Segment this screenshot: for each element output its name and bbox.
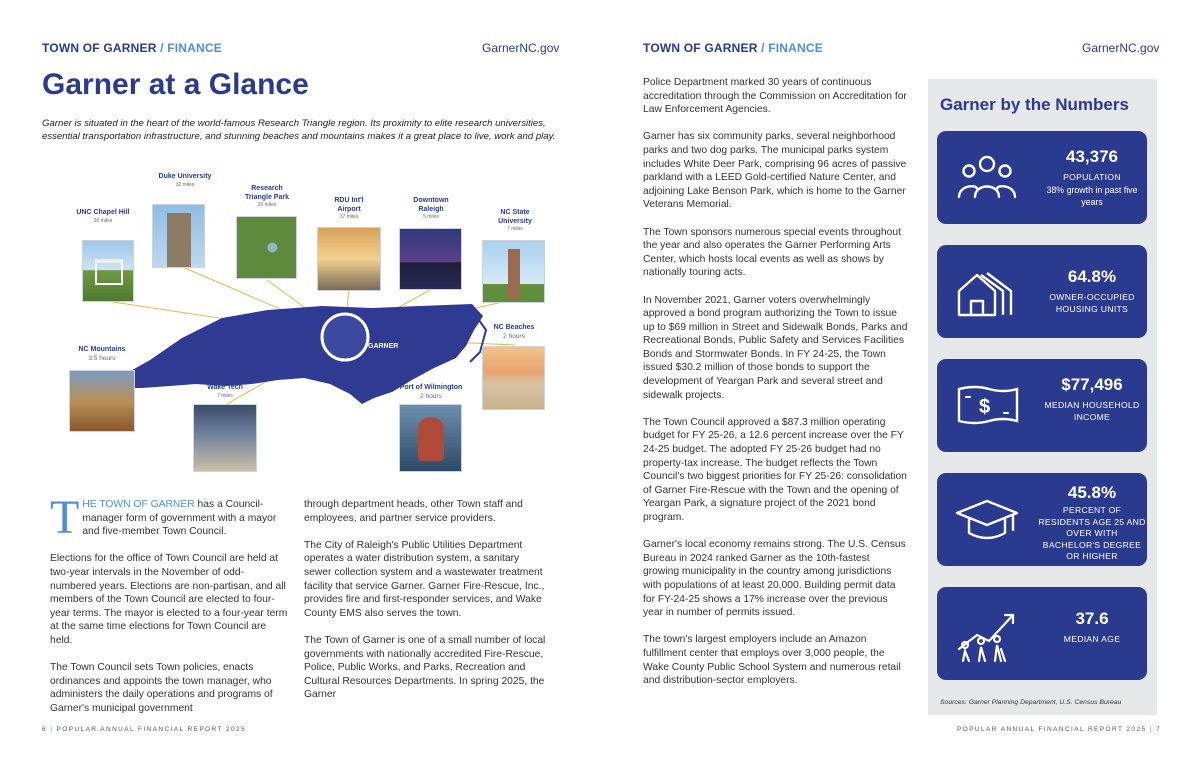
stat-subtext: 38% growth in past five years — [1046, 185, 1138, 207]
paragraph: The Town of Garner is one of a small number of local governments with nationally accredited Fire-Rescue, Police, Public Works, and Parks, Recreation and Cultural Resources Departments. In spring 2025, the Garner — [304, 634, 546, 701]
page-number: 7 — [1156, 726, 1162, 733]
left-header-site[interactable]: GarnerNC.gov — [482, 41, 560, 55]
left-footer: 6 | POPULAR ANNUAL FINANCIAL REPORT 2025 — [42, 726, 247, 733]
sources-note: Sources: Garner Planning Department, U.S. Census Bureau — [940, 699, 1122, 706]
location-ncsu: NC State University 7 miles — [498, 209, 532, 232]
paragraph: The Town sponsors numerous special events throughout the year and also operates the Garner Performing Arts Center, which hosts local events as well as shows by nationally touring acts. — [643, 226, 901, 279]
intro-text: Garner is situated in the heart of the world-famous Research Triangle region. Its proximity to elite research universities, essential transportation infrastructure, and stunning beaches and mountains makes it a great place to live, work and play. — [42, 118, 556, 142]
header-slash: / — [160, 41, 164, 55]
footer-text: POPULAR ANNUAL FINANCIAL REPORT 2025 — [56, 726, 247, 733]
rtp-photo — [236, 216, 297, 279]
people-icon — [955, 149, 1019, 207]
svg-text:$: $ — [979, 396, 991, 418]
stat-card-education — [937, 473, 1147, 566]
dropcap: T — [50, 491, 80, 544]
unc-photo — [82, 240, 134, 302]
location-mountains: NC Mountains 3.5 hours — [78, 346, 126, 362]
stat-value: 37.6 — [1075, 609, 1109, 628]
body-column-1 — [50, 491, 290, 729]
stat-card-housing — [937, 245, 1147, 338]
stat-label: MEDIAN HOUSEHOLD INCOME — [1044, 400, 1140, 422]
age-progression-icon — [955, 605, 1019, 663]
lead-in: HE TOWN OF GARNER — [82, 499, 195, 510]
paragraph: The town's largest employers include an Amazon fulfillment center that employs over 3,000 people, the Wake County Public School System and numerous retail and distribution-sector employers. — [643, 634, 901, 687]
location-duke: Duke University 32 miles — [158, 173, 212, 188]
duke-photo — [152, 204, 205, 268]
sidebar-title: Garner by the Numbers — [940, 95, 1129, 114]
paragraph: The Town Council sets Town policies, enacts ordinances and appoints the town manager, who administers the daily operations and programs of Garner's municipal government — [50, 662, 273, 714]
beaches-photo — [482, 346, 545, 410]
intro-paragraph: THE TOWN OF GARNER has a Council-manager form of government with a mayor and five-member Town Council. — [50, 491, 277, 544]
paragraph: Garner's local economy remains strong. The U.S. Census Bureau in 2024 ranked Garner as the 10th-fastest growing municipality in the country among jurisdictions with populations of at least 20,000. Building permit data for FY-24-25 shows a 17% increase over the previous year in number of permits issued. — [643, 539, 906, 619]
ncsu-photo — [482, 240, 545, 303]
right-header-brand — [643, 41, 823, 55]
body-column-2 — [304, 498, 548, 716]
paragraph: Garner has six community parks, several neighborhood parks and two dog parks. The municipal parks system includes White Deer Park, comprising 96 acres of passive parkland with a LEED Gold-certified Nature Center, and adjoining Lake Benson Park, which is home to the Garner Veterans Memorial. — [643, 131, 907, 211]
stats-sidebar — [928, 79, 1157, 715]
mountains-photo — [69, 370, 135, 432]
header-section: FINANCE — [768, 41, 823, 55]
stat-label: OWNER-OCCUPIED HOUSING UNITS — [1049, 292, 1135, 314]
paragraph: through department heads, other Town staff and employees, and partner service providers. — [304, 499, 523, 524]
stat-value: 43,376 — [1066, 147, 1118, 166]
rdu-photo — [317, 227, 381, 291]
stat-label: MEDIAN AGE — [1063, 634, 1121, 644]
paragraph: In November 2021, Garner voters overwhelmingly approved a bond program authorizing the Town to issue up to $69 million in Street and Sidewalk Bonds, Parks and Recreational Bonds, Public Safety and Services Facilities Bonds and Stormwater Bonds. In FY 24-25, the Town issued $30.2 million of those bonds to support the development of Yeargan Park and several street and sidewalk projects. — [643, 294, 908, 401]
money-icon — [955, 377, 1019, 435]
location-unc: UNC Chapel Hill 30 miles — [76, 209, 130, 224]
raleigh-photo — [399, 228, 462, 290]
header-slash: / — [761, 41, 765, 55]
right-footer: POPULAR ANNUAL FINANCIAL REPORT 2025 | 7 — [957, 726, 1162, 733]
graduation-cap-icon — [955, 491, 1019, 549]
stat-value: $77,496 — [1061, 375, 1123, 394]
paragraph: The City of Raleigh's Public Utilities Department operates a water distribution system, a sanitary sewer collection system and a wastewater treatment facility that service Garner. Garner Fire-Rescue, Inc., provides fire and first-responder services, and Wake County EMS also serves the town. — [304, 539, 545, 619]
paragraph: Elections for the office of Town Council are held at two-year intervals in the November of odd-numbered years. Elections are non-partisan, and all members of the Town Council are elected to four-year terms. The mayor is elected to a four-year term at the same time elections for Town Council are held. — [50, 553, 288, 646]
stat-card-age — [937, 587, 1147, 680]
wilmington-photo — [399, 404, 462, 472]
location-raleigh: Downtown Raleigh 5 miles — [413, 197, 449, 220]
stat-value: 64.8% — [1067, 267, 1117, 286]
location-rdu: RDU Int'l Airport 17 miles — [334, 197, 364, 220]
location-waketech: Wake Tech 7 miles — [207, 384, 243, 399]
paragraph: The Town Council approved a $87.3 million operating budget for FY 25-26, a 12.6 percent increase over the FY 24-25 budget. The adopted FY 25-26 budget had no property-tax increase. The budget reflects the Town Council's two biggest priorities for FY 25-26: consolidation of Garner Fire-Rescue with the Town and the opening of Yeargan Park, a signature project of the 2021 bond program. — [643, 416, 907, 523]
page-title: Garner at a Glance — [42, 68, 309, 101]
page-number: 6 — [42, 726, 48, 733]
stat-label: PERCENT OF RESIDENTS AGE 25 AND OVER WITH BACHELOR'S DEGREE OR HIGHER — [1038, 505, 1146, 561]
stat-label: POPULATION — [1063, 172, 1121, 182]
right-header-site[interactable]: GarnerNC.gov — [1082, 41, 1160, 55]
waketech-photo — [193, 404, 257, 472]
location-beaches: NC Beaches 2 hours — [493, 324, 535, 340]
garner-map-label: GARNER — [368, 343, 399, 350]
stat-card-income — [937, 359, 1147, 452]
stat-value: 45.8% — [1067, 483, 1117, 502]
header-town: TOWN OF GARNER — [42, 41, 157, 55]
body-column-3 — [643, 76, 908, 701]
footer-text: POPULAR ANNUAL FINANCIAL REPORT 2025 — [957, 726, 1147, 733]
header-section: FINANCE — [167, 41, 222, 55]
location-rtp: Research Triangle Park 20 miles — [245, 185, 289, 208]
stat-card-population — [937, 131, 1147, 224]
paragraph: Police Department marked 30 years of continuous accreditation through the Commission on Accreditation for Law Enforcement Agencies. — [643, 77, 907, 116]
garner-marker — [322, 314, 368, 360]
header-town: TOWN OF GARNER — [643, 41, 758, 55]
houses-icon — [955, 263, 1019, 321]
location-wilmington: Port of Wilmington 2 hours — [399, 384, 463, 400]
